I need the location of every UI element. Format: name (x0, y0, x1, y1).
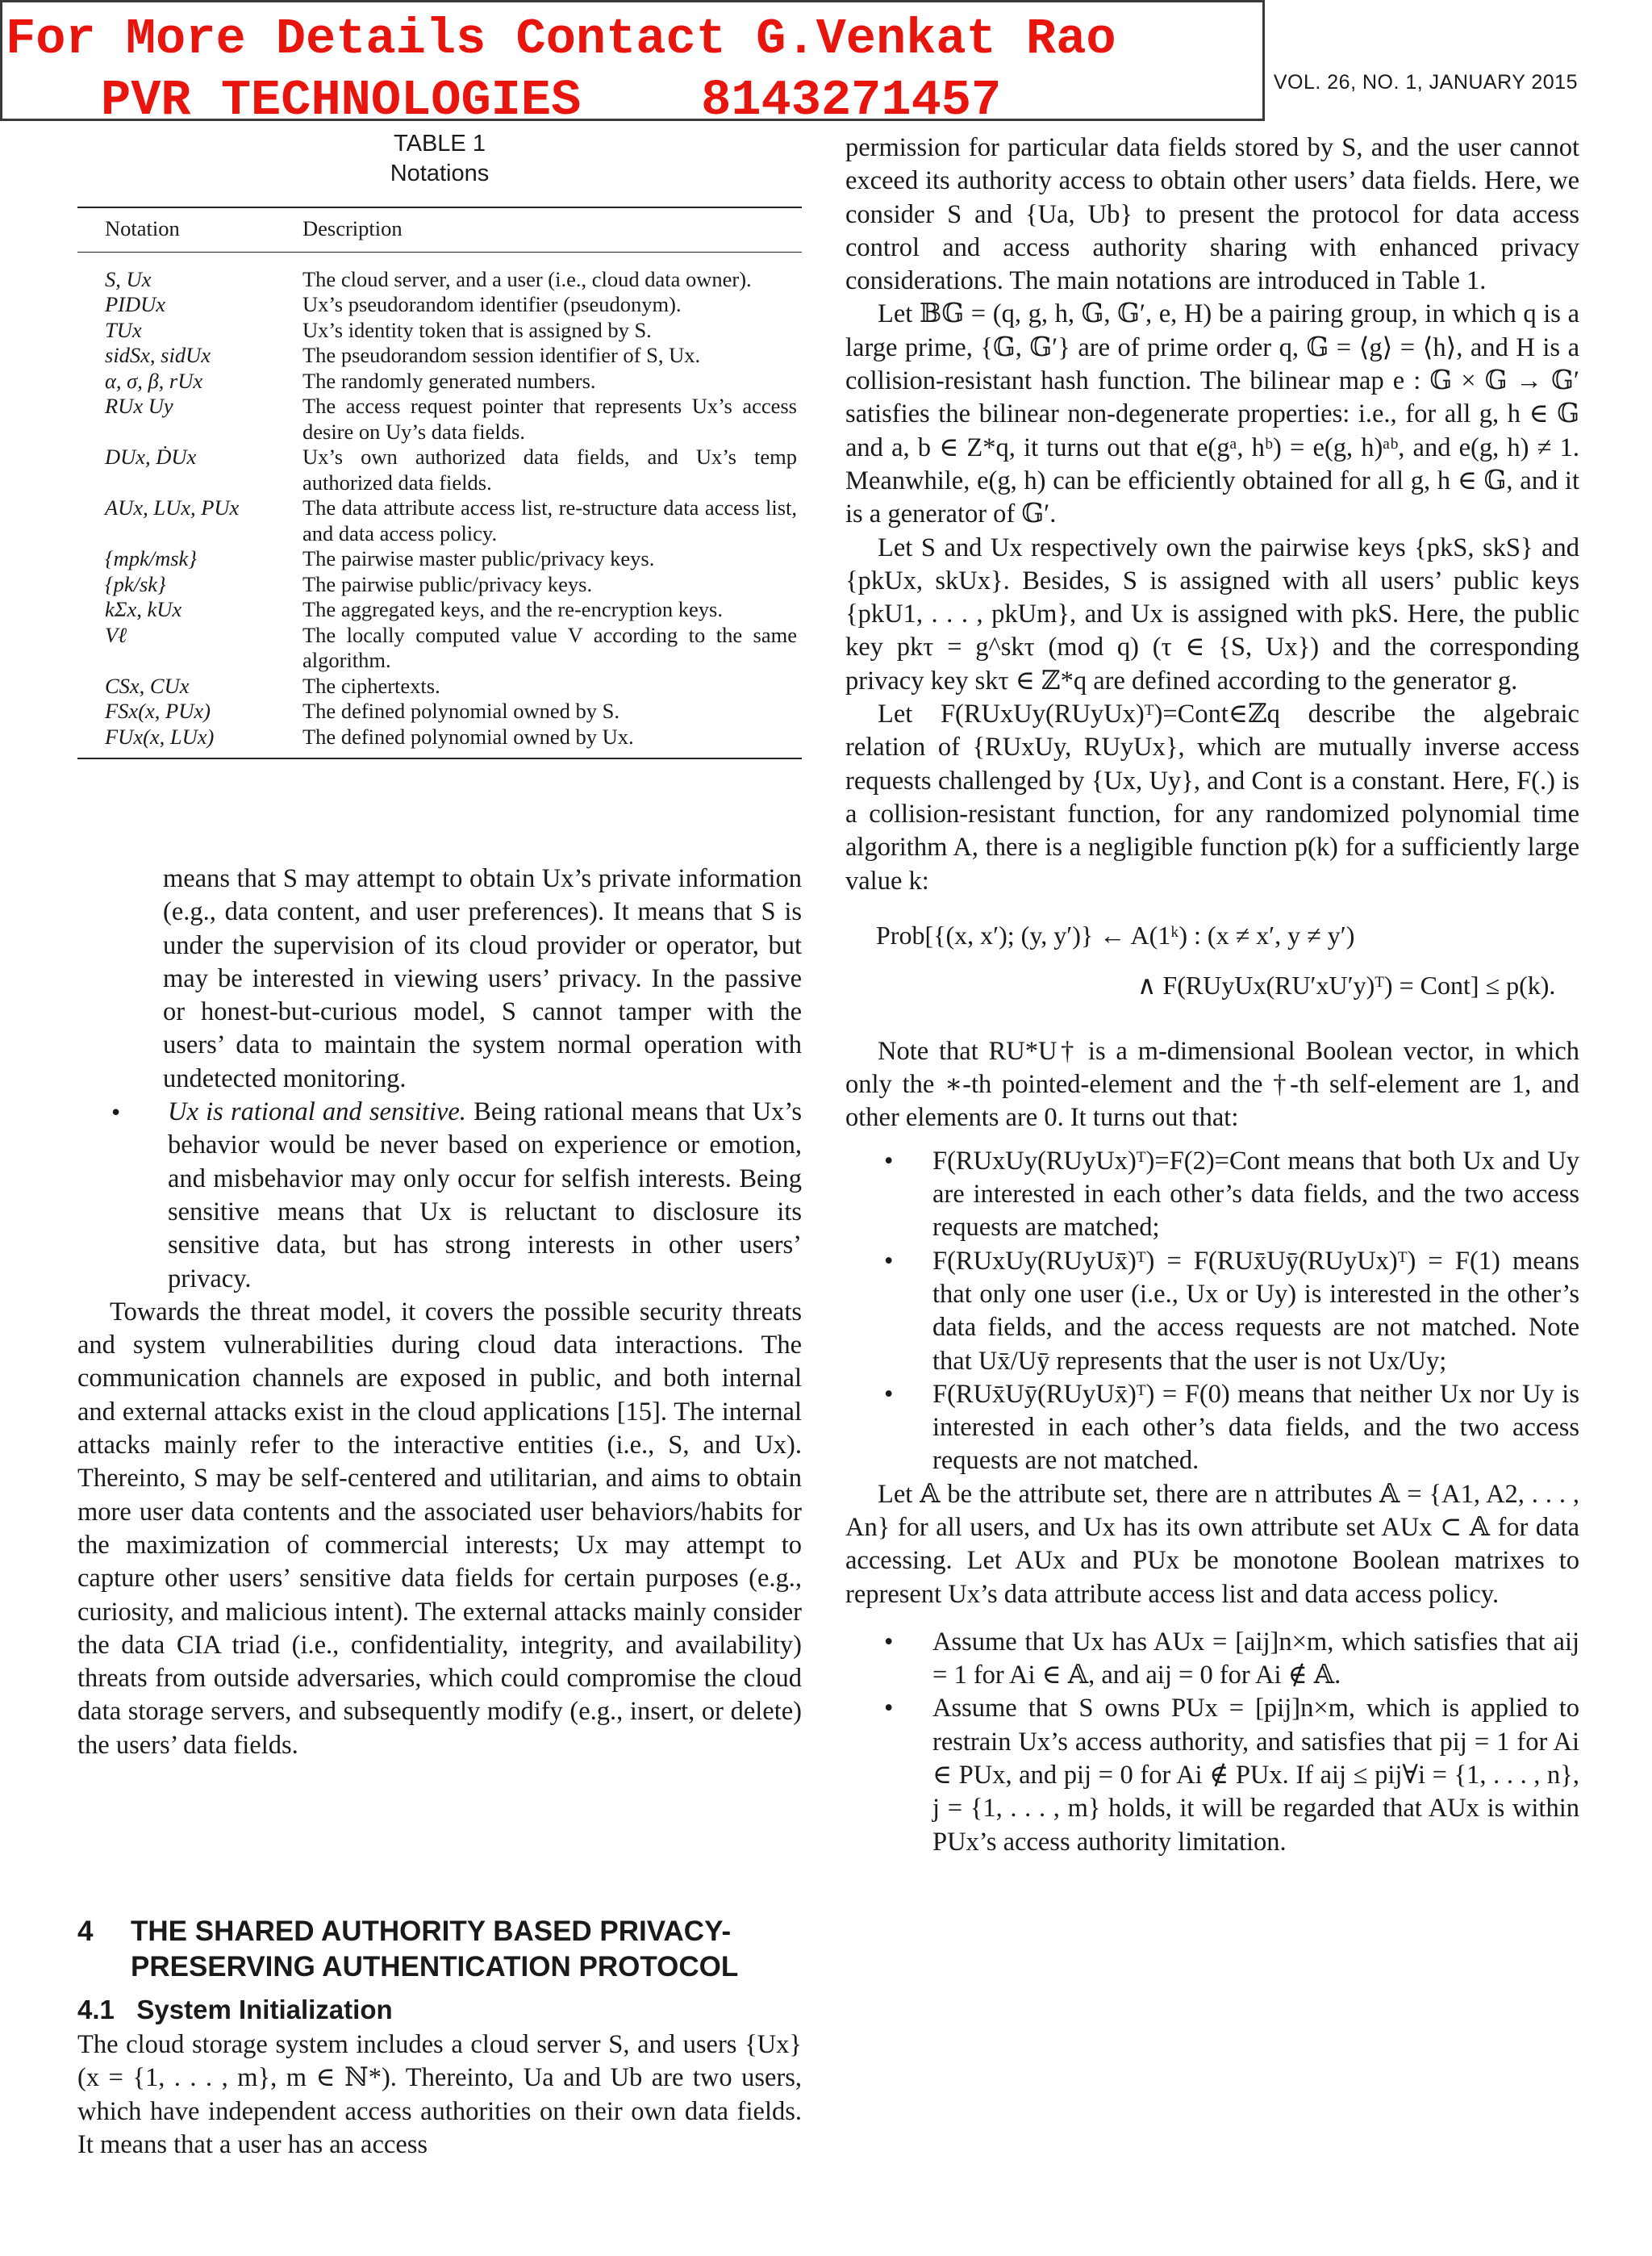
assumption-list (845, 1626, 1579, 1859)
notation-cell: S, Ux (105, 266, 152, 291)
right-column (845, 132, 1579, 1859)
header-notation: Notation (77, 207, 302, 252)
notation-cell: {mpk/msk} (105, 546, 197, 570)
notation-cell: CSx, CUx (105, 673, 190, 698)
system-init-paragraph: The cloud storage system includes a cloud server S, and users {Ux} (x = {1, . . . , m}, m ∈ ℕ*). Thereinto, Ua and Ub are two users, which have independent access authorities on their own data fields. It means that a user has an access (77, 2030, 802, 2159)
bullet-lead: Ux is rational and sensitive. (168, 1097, 466, 1127)
notation-cell: {pk/sk} (105, 571, 166, 596)
section-heading (77, 1914, 802, 1985)
header-description: Description (302, 207, 802, 252)
notation-cell: AUx, LUx, PUx (105, 495, 240, 520)
table-row (77, 394, 802, 445)
user-model-list (77, 1096, 802, 1296)
notation-cell: TUx (105, 317, 142, 342)
table-caption-number: TABLE 1 (394, 131, 486, 157)
table-row (77, 674, 802, 700)
description-cell: Ux’s own authorized data fields, and Ux’s temp authorized data fields. (302, 445, 797, 495)
bullet-text: Being rational means that Ux’s behavior would be never based on experience or emotion, and misbehavior may only occur for selfish interests. Being sensitive means that Ux is reluctant to disclosure its sensitive data, but has strong interests in other users’ privacy. (168, 1097, 803, 1293)
paragraph-permission: permission for particular data fields stored by S, and the user cannot exceed its authority access to obtain other users’ data fields. Here, we consider S and {Ua, Ub} to present the protocol for data access control and access authority sharing with enhanced privacy considerations. The main notations are introduced in Table 1. (845, 133, 1579, 296)
left-body (77, 863, 802, 1762)
subsection-heading (77, 1993, 802, 2027)
table-row (77, 369, 802, 395)
subsection-title: System Initialization (136, 1995, 393, 2024)
table-row (77, 546, 802, 572)
contact-watermark (0, 0, 1265, 129)
paragraph-boolean-vector: Note that RU*U† is a m-dimensional Boolean vector, in which only the ∗-th pointed-element and the †-th self-element are 1, and other elements are 0. It turns out that: (845, 1036, 1579, 1133)
table-row (77, 495, 802, 546)
paragraph-keys: Let S and Ux respectively own the pairwise keys {pkS, skS} and {pkUx, skUx}. Besides, S is assigned with all users’ public keys {pkU1, . . . , pkUm}, and Ux is assigned with pkS. Here, the public key pkτ = g^skτ (mod q) (τ ∈ {S, Ux}) and the corresponding privacy key skτ ∈ ℤ*q are defined according to the generator g. (845, 533, 1579, 696)
table-row (77, 572, 802, 598)
notation-cell: FSx(x, PUx) (105, 699, 211, 723)
match-cases-list (845, 1145, 1579, 1478)
running-head: VOL. 26, NO. 1, JANUARY 2015 (1273, 71, 1578, 94)
section-number: 4 (77, 1916, 94, 1947)
description-cell: The ciphertexts. (302, 673, 440, 698)
notation-cell: kΣx, kUx (105, 597, 182, 621)
equation-line-1: Prob[{(x, x′); (y, y′)} ← A(1ᵏ) : (x ≠ x′, y ≠ y′) (876, 920, 1355, 950)
notation-table (77, 207, 802, 759)
description-cell: The randomly generated numbers. (302, 368, 596, 393)
list-item (77, 1096, 802, 1296)
honest-curious-paragraph: means that S may attempt to obtain Ux’s private information (e.g., data content, and user preferences). It means that S is under the supervision of its cloud provider or operator, but may be interested in viewing users’ privacy. In the passive or honest-but-curious model, S cannot tamper with the users’ data to maintain the system normal operation with undetected monitoring. (163, 864, 802, 1093)
description-cell: The cloud server, and a user (i.e., cloud data owner). (302, 266, 752, 291)
paragraph-attribute-set: Let 𝔸 be the attribute set, there are n attributes 𝔸 = {A1, A2, . . . , An} for all users, and Ux has its own attribute set AUx ⊂ 𝔸 for data accessing. Let AUx and PUx be monotone Boolean matrixes to represent Ux’s data attribute access list and data access policy. (845, 1479, 1579, 1609)
table-caption-title: Notations (390, 161, 490, 186)
table-row (77, 699, 802, 725)
description-cell: The data attribute access list, re-structure data access list, and data access policy. (302, 495, 797, 545)
left-column (77, 129, 802, 759)
section-title-line-1: THE SHARED AUTHORITY BASED PRIVACY- (131, 1916, 732, 1947)
list-item: • F(RUxUy(RUyUx)ᵀ)=F(2)=Cont means that both Ux and Uy are interested in each other’s data fields, and the two access requests are matched; (845, 1145, 1579, 1245)
description-cell: The defined polynomial owned by S. (302, 699, 620, 723)
list-item: • F(RUx̄Uȳ(RUyUx̄)ᵀ) = F(0) means that neither Ux nor Uy is interested in each other’s data fields, and the two access requests are not matched. (845, 1378, 1579, 1478)
table-row (77, 318, 802, 344)
description-cell: The pseudorandom session identifier of S, Ux. (302, 343, 701, 367)
list-item: • Assume that S owns PUx = [pij]n×m, which is applied to restrain Ux’s access authority, and satisfies that pij = 1 for Ai ∈ PUx, and pij = 0 for Ai ∉ PUx. If aij ≤ pij∀i = {1, . . . , n}, j = {1, . . . , m} holds, it will be regarded that AUx is within PUx’s access authority limitation. (845, 1692, 1579, 1858)
table-row (77, 292, 802, 318)
description-cell: The aggregated keys, and the re-encryption keys. (302, 597, 723, 621)
paragraph-algebraic-relation: Let F(RUxUy(RUyUx)ᵀ)=Cont∈ℤq describe the algebraic relation of {RUxUy, RUyUx}, which are mutually inverse access requests challenged by {Ux, Uy}, and Cont is a constant. Here, F(.) is a collision-resistant function, for any randomized polynomial time algorithm A, there is a negligible function p(k) for a sufficiently large value k: (845, 700, 1579, 896)
section-title-line-2: PRESERVING AUTHENTICATION PROTOCOL (131, 1951, 739, 1982)
table-row (77, 343, 802, 369)
description-cell: The pairwise public/privacy keys. (302, 571, 593, 596)
notation-cell: sidSx, sidUx (105, 343, 211, 367)
description-cell: Ux’s pseudorandom identifier (pseudonym). (302, 292, 682, 316)
description-cell: The defined polynomial owned by Ux. (302, 725, 802, 759)
table-row (77, 725, 802, 759)
equation-line-2: ∧ F(RUyUx(RU′xU′y)ᵀ) = Cont] ≤ p(k). (1137, 970, 1556, 1000)
notation-cell: α, σ, β, rUx (105, 368, 203, 393)
section-4 (77, 1914, 802, 2162)
table-row (77, 445, 802, 495)
watermark-line-2: PVR TECHNOLOGIES 8143271457 (101, 72, 1002, 129)
table-row (77, 597, 802, 623)
notation-cell: PIDUx (105, 292, 166, 316)
description-cell: The access request pointer that represents Ux’s access desire on Uy’s data fields. (302, 394, 797, 444)
list-item: • F(RUxUy(RUyUx̄)ᵀ) = F(RUx̄Uȳ(RUyUx)ᵀ) = F(1) means that only one user (i.e., Ux or Uy) is interested in the other’s data fields, and the access requests are not matched. Note that Ux̄/Uȳ represents that the user is not Ux/Uy; (845, 1245, 1579, 1378)
paragraph-pairing-group: Let 𝔹𝔾 = (q, g, h, 𝔾, 𝔾′, e, H) be a pairing group, in which q is a large prime, {𝔾, 𝔾′} are of prime order q, 𝔾 = ⟨g⟩ = ⟨h⟩, and H is a collision-resistant hash function. The bilinear map e : 𝔾 × 𝔾 → 𝔾′ satisfies the bilinear non-degenerate properties: i.e., for all g, h ∈ 𝔾 and a, b ∈ Z*q, it turns out that e(gᵃ, hᵇ) = e(g, h)ᵃᵇ, and e(g, h) ≠ 1. Meanwhile, e(g, h) can be efficiently obtained for all g, h ∈ 𝔾, and it is a generator of 𝔾′. (845, 299, 1579, 529)
notation-cell: RUx Uy (105, 394, 173, 418)
notation-cell: FUx(x, LUx) (77, 725, 302, 759)
notation-cell: Vℓ (105, 622, 127, 647)
notation-cell: DUx, ḊUx (105, 445, 197, 469)
description-cell: Ux’s identity token that is assigned by S. (302, 317, 652, 342)
table-row (77, 623, 802, 674)
threat-model-paragraph: Towards the threat model, it covers the possible security threats and system vulnerabilities during cloud data interactions. The communication channels are exposed in public, and both internal and external attacks exist in the cloud applications [15]. The internal attacks mainly refer to the interactive entities (i.e., S, and Ux). Thereinto, S may be self-centered and utilitarian, and aims to obtain more user data contents and the associated user behaviors/habits for the maximization of commercial interests; Ux may attempt to capture other users’ sensitive data fields for certain purposes (e.g., curiosity, and malicious intent). The external attacks mainly consider the data CIA triad (i.e., confidentiality, integrity, and availability) threats from outside adversaries, which could compromise the cloud data storage servers, and subsequently modify (e.g., insert, or delete) the users’ data fields. (77, 1297, 802, 1760)
table-row (77, 252, 802, 292)
description-cell: The pairwise master public/privacy keys. (302, 546, 655, 570)
watermark-line-1: For More Details Contact G.Venkat Rao (6, 10, 1116, 68)
list-item: • Assume that Ux has AUx = [aij]n×m, which satisfies that aij = 1 for Ai ∈ 𝔸, and aij = 0 for Ai ∉ 𝔸. (845, 1626, 1579, 1693)
subsection-number: 4.1 (77, 1995, 115, 2024)
description-cell: The locally computed value V according to the same algorithm. (302, 622, 797, 672)
